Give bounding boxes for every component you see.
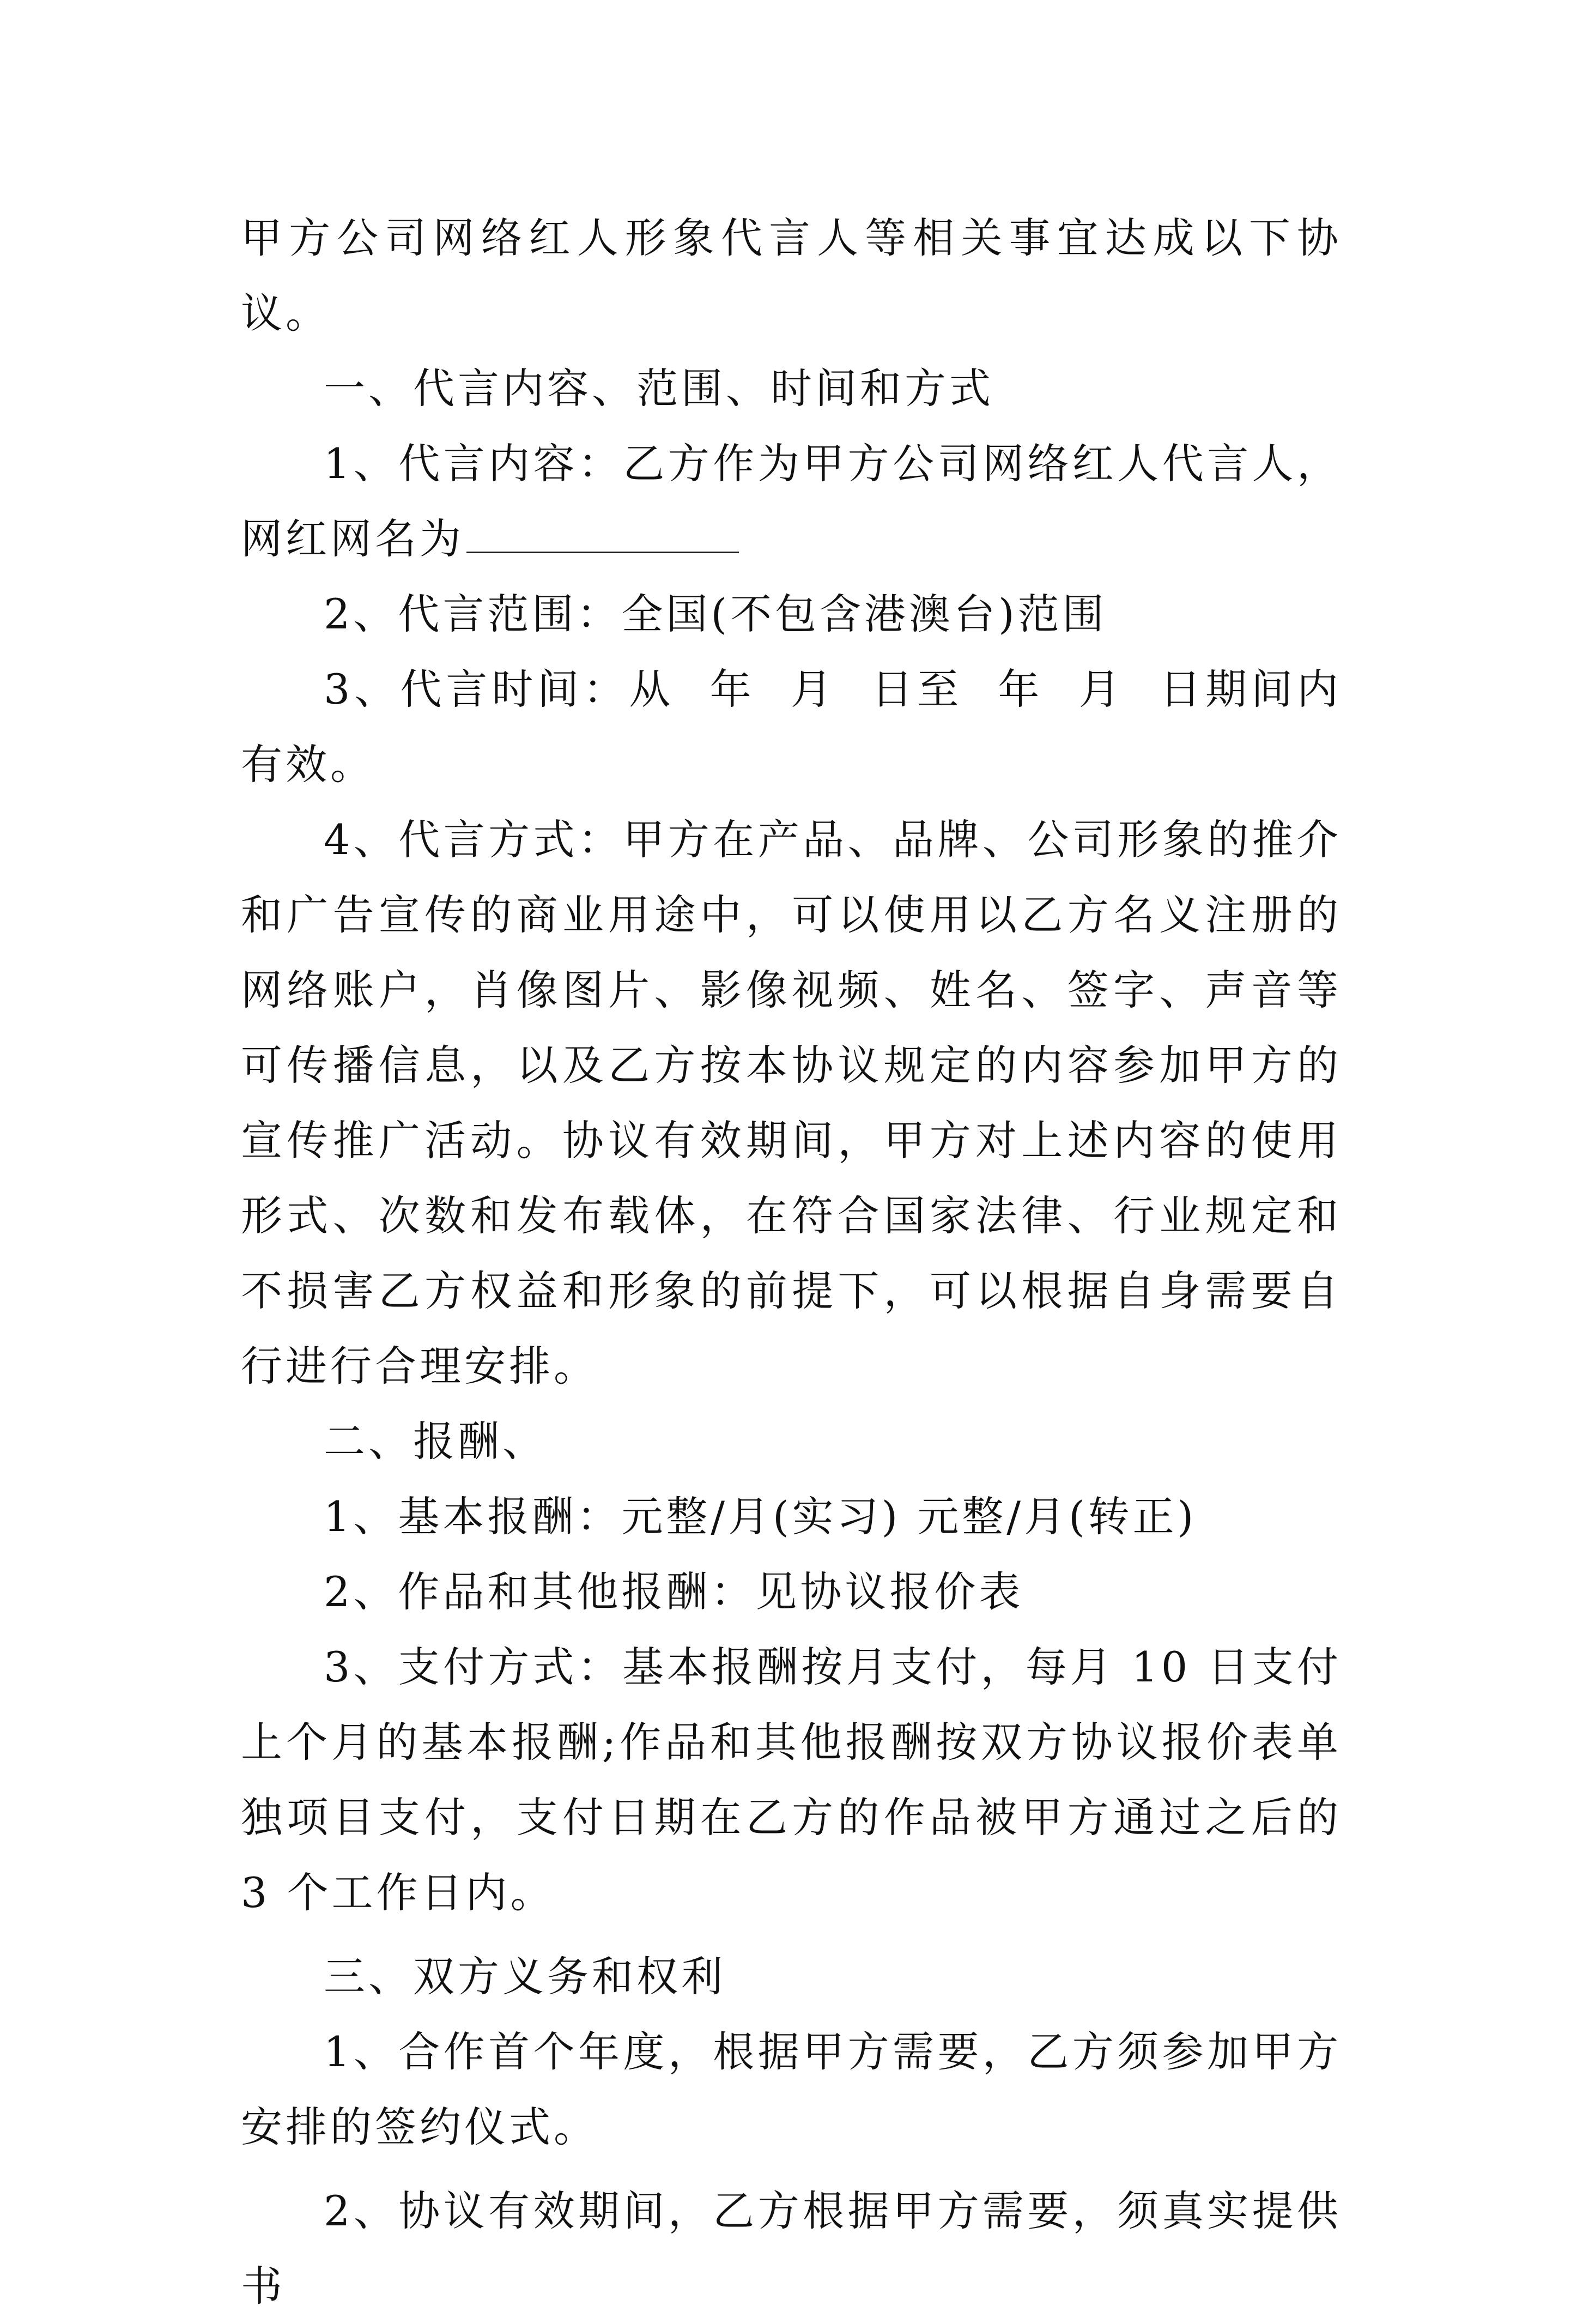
clause-2-2: 2、作品和其他报酬：见协议报价表: [324, 1568, 1024, 1616]
clause-2-3: 3、支付方式：基本报酬按月支付，每月 10 日支付上个月的基本报酬;作品和其他报酬按双方协议报价表单独项目支付，支付日期在乙方的作品被甲方通过之后的 3 个工作日内。: [241, 1643, 1342, 1917]
blank-underline: [466, 519, 739, 553]
document-body: [241, 201, 1342, 2324]
clause-3-1: 1、合作首个年度，根据甲方需要，乙方须参加甲方安排的签约仪式。: [241, 2028, 1342, 2151]
clause-1-1: [241, 426, 1342, 577]
clause-3-2: 2、协议有效期间，乙方根据甲方需要，须真实提供书: [241, 2187, 1342, 2310]
clause-2-1: 1、基本报酬：元整/月(实习) 元整/月(转正): [324, 1492, 1197, 1541]
clause-1-3: 3、代言时间：从 年 月 日至 年 月 日期间内有效。: [241, 665, 1342, 789]
section-2-heading: 二、报酬、: [324, 1417, 547, 1466]
clause-1-4: 4、代言方式：甲方在产品、品牌、公司形象的推介和广告宣传的商业用途中，可以使用以乙方名义注册的网络账户，肖像图片、影像视频、姓名、签字、声音等可传播信息，以及乙方按本协议规定的内容参加甲方的宣传推广活动。协议有效期间，甲方对上述内容的使用形式、次数和发布载体，在符合国家法律、行业规定和不损害乙方权益和形象的前提下，可以根据自身需要自行进行合理安排。: [241, 815, 1342, 1390]
clause-1-2: 2、代言范围：全国(不包含港澳台)范围: [324, 590, 1107, 638]
agreement-intro-line: 甲方公司网络红人形象代言人等相关事宜达成以下协议。: [241, 214, 1342, 337]
section-1-heading: 一、代言内容、范围、时间和方式: [324, 364, 994, 413]
section-3-heading: 三、双方义务和权利: [324, 1952, 726, 2001]
clause-1-1-text: 1、代言内容：乙方作为甲方公司网络红人代言人，网红网名为: [241, 439, 1342, 563]
